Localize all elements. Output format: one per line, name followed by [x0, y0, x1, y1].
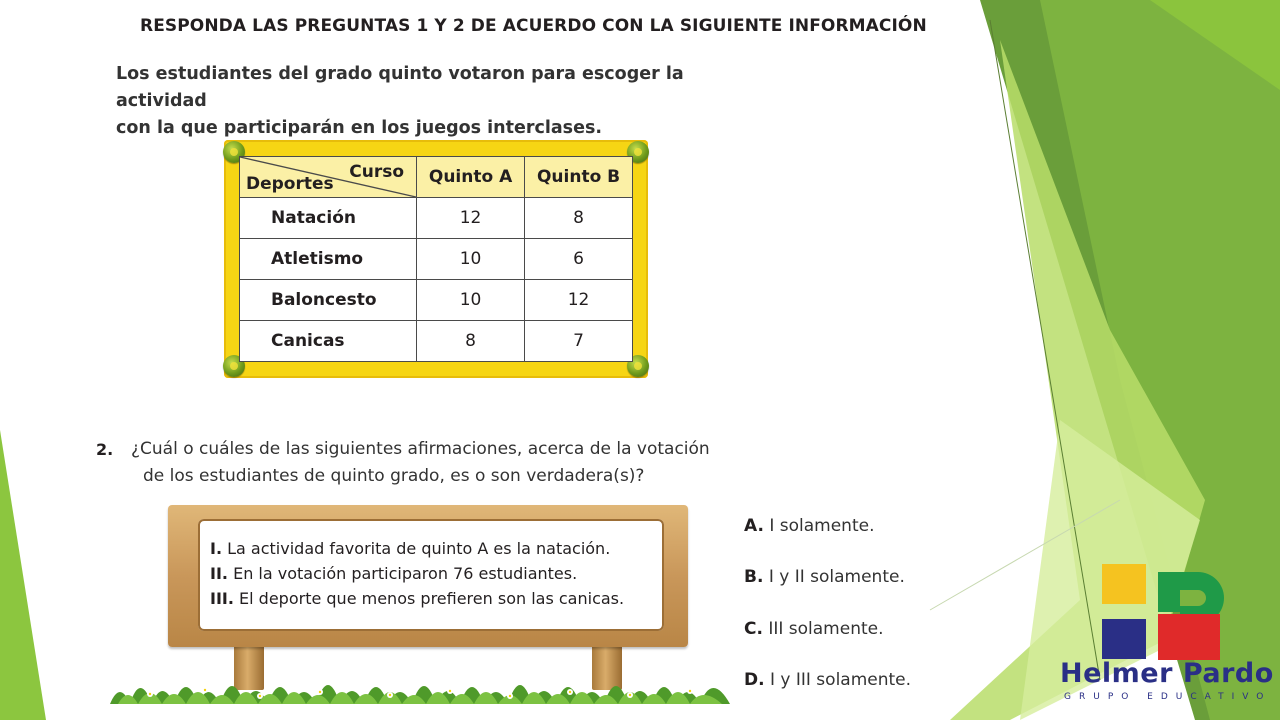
table-row [240, 321, 633, 362]
statements-panel [198, 519, 664, 631]
option-c[interactable] [744, 619, 884, 639]
votes-cell: 7 [525, 321, 633, 362]
statement-label: II. [210, 564, 228, 583]
statement-text: En la votación participaron 76 estudiantes. [233, 564, 578, 583]
option-letter: B. [744, 567, 764, 587]
option-text: III solamente. [768, 619, 884, 639]
instructions-heading: RESPONDA LAS PREGUNTAS 1 Y 2 DE ACUERDO CON LA SIGUIENTE INFORMACIÓN [140, 16, 927, 36]
helmer-pardo-logo [1052, 560, 1274, 710]
question-line-2: de los estudiantes de quinto grado, es o son verdadera(s)? [143, 466, 645, 486]
intro-line-1: Los estudiantes del grado quinto votaron para escoger la actividad [116, 64, 684, 111]
votes-cell: 8 [417, 321, 525, 362]
option-text: I y III solamente. [769, 670, 912, 690]
table-row [240, 280, 633, 321]
sport-name: Baloncesto [240, 280, 417, 321]
option-b[interactable] [744, 567, 905, 587]
table-row [240, 239, 633, 280]
left-green-stripe [0, 430, 46, 720]
option-d[interactable] [744, 670, 911, 690]
intro-text [116, 61, 756, 142]
votes-cell: 10 [417, 280, 525, 321]
statement-2 [210, 564, 577, 583]
statement-3 [210, 589, 624, 608]
votes-cell: 8 [525, 198, 633, 239]
statement-text: La actividad favorita de quinto A es la natación. [227, 539, 611, 558]
option-letter: A. [744, 516, 764, 536]
option-letter: D. [744, 670, 765, 690]
wooden-sign [168, 505, 688, 647]
table-row [240, 198, 633, 239]
statement-text: El deporte que menos prefieren son las canicas. [239, 589, 625, 608]
corner-label-course: Curso [349, 162, 404, 182]
column-header: Quinto B [525, 157, 633, 198]
logo-p-icon [1158, 572, 1230, 660]
option-a[interactable] [744, 516, 874, 536]
option-text: I y II solamente. [768, 567, 905, 587]
question-line-1: ¿Cuál o cuáles de las siguientes afirmaciones, acerca de la votación [131, 439, 710, 459]
option-letter: C. [744, 619, 763, 639]
sport-name: Canicas [240, 321, 417, 362]
votes-cell: 10 [417, 239, 525, 280]
statement-label: III. [210, 589, 234, 608]
votes-cell: 12 [525, 280, 633, 321]
intro-line-2: con la que participarán en los juegos interclases. [116, 118, 603, 138]
votes-cell: 6 [525, 239, 633, 280]
votes-table [239, 156, 633, 362]
statement-1 [210, 539, 610, 558]
logo-name: Helmer Pardo [1060, 658, 1274, 689]
corner-header [240, 157, 417, 198]
question-number: 2. [96, 440, 114, 459]
statement-label: I. [210, 539, 223, 558]
votes-cell: 12 [417, 198, 525, 239]
table-board [224, 140, 648, 378]
grass-decoration [110, 660, 730, 704]
corner-label-sports: Deportes [246, 174, 334, 194]
logo-subtitle: GRUPO EDUCATIVO [1064, 692, 1272, 702]
logo-yellow-square-icon [1102, 564, 1146, 604]
column-header: Quinto A [417, 157, 525, 198]
sport-name: Atletismo [240, 239, 417, 280]
sport-name: Natación [240, 198, 417, 239]
table-header-row [240, 157, 633, 198]
question-text [131, 436, 751, 490]
option-text: I solamente. [769, 516, 875, 536]
logo-blue-square-icon [1102, 619, 1146, 659]
